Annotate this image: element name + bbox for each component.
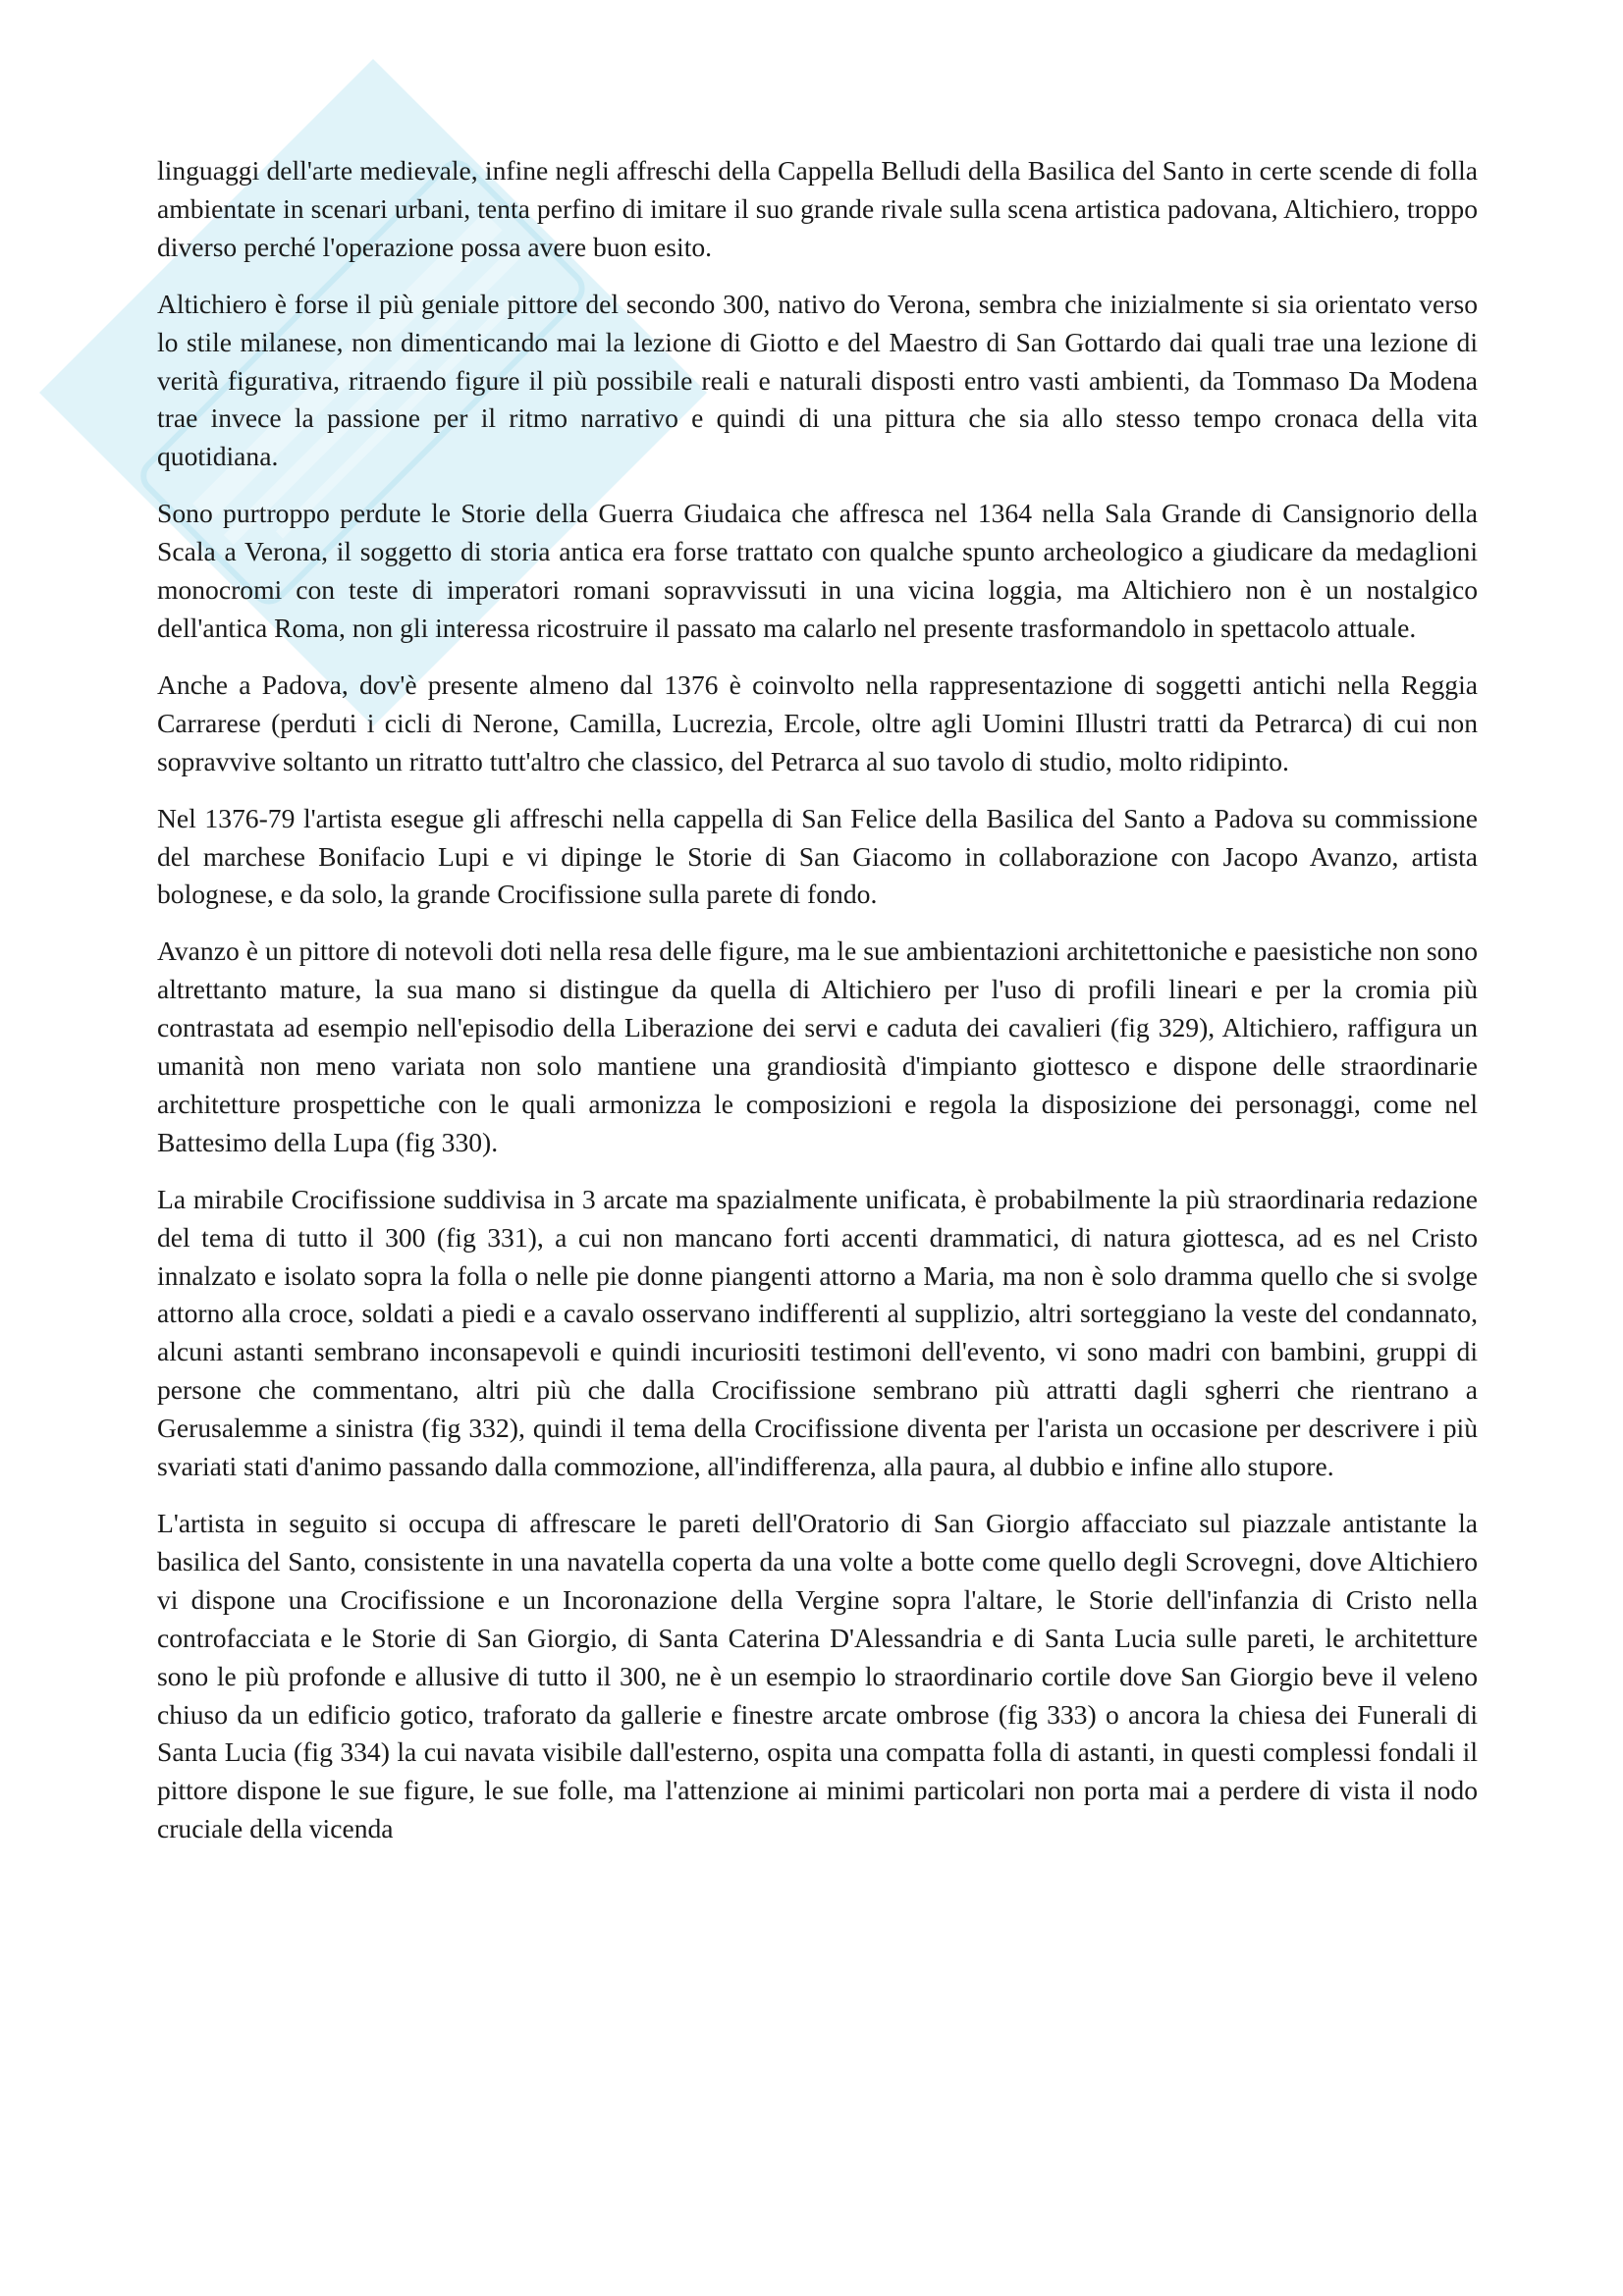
- paragraph: Sono purtroppo perdute le Storie della Guerra Giudaica che affresca nel 1364 nella Sala Grande di Cansignorio della Scala a Verona, il soggetto di storia antica era forse trattato con qualche spunto archeologico a giudicare da medaglioni monocromi con teste di imperatori romani sopravvissuti in una vicina loggia, ma Altichiero non è un nostalgico dell'antica Roma, non gli interessa ricostruire il passato ma calarlo nel presente trasformandolo in spettacolo attuale.: [157, 498, 1478, 643]
- paragraph: L'artista in seguito si occupa di affrescare le pareti dell'Oratorio di San Giorgio affacciato sul piazzale antistante la basilica del Santo, consistente in una navatella coperta da una volte a botte come quello degli Scrovegni, dove Altichiero vi dispone una Crocifissione e un Incoronazione della Vergine sopra l'altare, le Storie dell'infanzia di Cristo nella controfacciata e le Storie di San Giorgio, di Santa Caterina D'Alessandria e di Santa Lucia sulle pareti, le architetture sono le più profonde e allusive di tutto il 300, ne è un esempio lo straordinario cortile dove San Giorgio beve il veleno chiuso da un edificio gotico, traforato da gallerie e finestre arcate ombrose (fig 333) o ancora la chiesa dei Funerali di Santa Lucia (fig 334) la cui navata visibile dall'esterno, ospita una compatta folla di astanti, in questi complessi fondali il pittore dispone le sue figure, le sue folle, ma l'attenzione ai minimi particolari non porta mai a perdere di vista il nodo cruciale della vicenda: [157, 1508, 1478, 1844]
- paragraph: Nel 1376-79 l'artista esegue gli affreschi nella cappella di San Felice della Basilica del Santo a Padova su commissione del marchese Bonifacio Lupi e vi dipinge le Storie di San Giacomo in collaborazione con Jacopo Avanzo, artista bolognese, e da solo, la grande Crocifissione sulla parete di fondo.: [157, 802, 1478, 910]
- paragraph: linguaggi dell'arte medievale, infine negli affreschi della Cappella Belludi della Basilica del Santo in certe scende di folla ambientate in scenari urbani, tenta perfino di imitare il suo grande rivale sulla scena artistica padovana, Altichiero, troppo diverso perché l'operazione possa avere buon esito.: [157, 155, 1478, 262]
- paragraph: Anche a Padova, dov'è presente almeno dal 1376 è coinvolto nella rappresentazione di soggetti antichi nella Reggia Carrarese (perduti i cicli di Nerone, Camilla, Lucrezia, Ercole, oltre agli Uomini Illustri tratti da Petrarca) di cui non sopravvive soltanto un ritratto tutt'altro che classico, del Petrarca al suo tavolo di studio, molto ridipinto.: [157, 668, 1478, 776]
- paragraph: La mirabile Crocifissione suddivisa in 3 arcate ma spazialmente unificata, è probabilmente la più straordinaria redazione del tema di tutto il 300 (fig 331), a cui non mancano forti accenti drammatici, di natura giottesca, ad es nel Cristo innalzato e isolato sopra la folla o nelle pie donne piangenti attorno a Maria, ma non è solo dramma quello che si svolge attorno alla croce, soldati a piedi e a cavalo osservano indifferenti al supplizio, altri sorteggiano la veste del condannato, alcuni astanti sembrano inconsapevoli e quindi incuriositi testimoni dell'evento, vi sono madri con bambini, gruppi di persone che commentano, altri più che dalla Crocifissione sembrano più attratti dagli sgherri che rientrano a Gerusalemme a sinistra (fig 332), quindi il tema della Crocifissione diventa per l'arista un occasione per descrivere i più svariati stati d'animo passando dalla commozione, all'indifferenza, alla paura, al dubbio e infine allo stupore.: [157, 1183, 1478, 1482]
- paragraph: Altichiero è forse il più geniale pittore del secondo 300, nativo do Verona, sembra che inizialmente si sia orientato verso lo stile milanese, non dimenticando mai la lezione di Giotto e del Maestro di San Gottardo dai quali trae una lezione di verità figurativa, ritraendo figure il più possibile reali e naturali disposti entro vasti ambienti, da Tommaso Da Modena trae invece la passione per il ritmo narrativo e quindi di una pittura che sia allo stesso tempo cronaca della vita quotidiana.: [157, 288, 1478, 472]
- paragraph: Avanzo è un pittore di notevoli doti nella resa delle figure, ma le sue ambientazioni architettoniche e paesistiche non sono altrettanto mature, la sua mano si distingue da quella di Altichiero per l'uso di profili lineari e per la cromia più contrastata ad esempio nell'episodio della Liberazione dei servi e caduta dei cavalieri (fig 329), Altichiero, raffigura un umanità non meno variata non solo mantiene una grandiosità d'impianto giottesco e dispone delle straordinarie architetture prospettiche con le quali armonizza le composizioni e regola la disposizione dei personaggi, come nel Battesimo della Lupa (fig 330).: [157, 935, 1478, 1157]
- document-body: [157, 152, 1478, 1867]
